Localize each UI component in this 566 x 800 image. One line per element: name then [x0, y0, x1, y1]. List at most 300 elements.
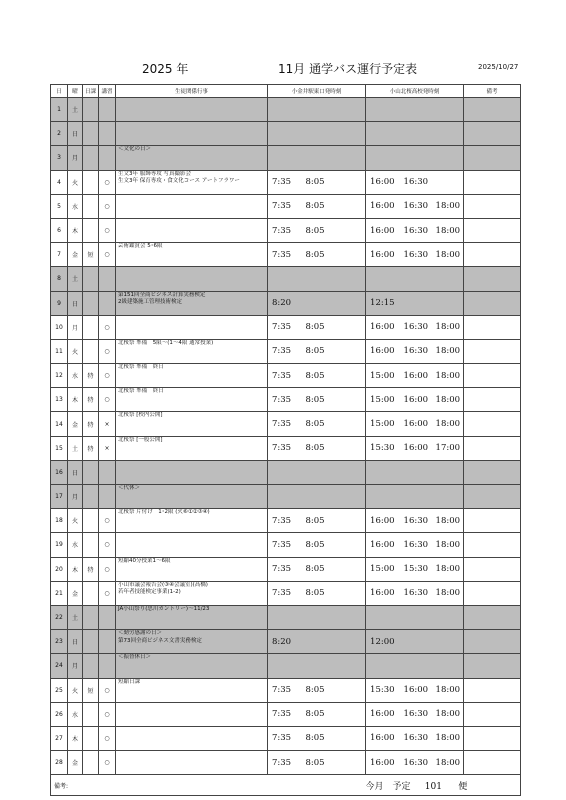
route2-time-cell — [366, 460, 400, 484]
notes-cell — [464, 702, 521, 726]
page-title: 11月 通学バス運行予定表 — [278, 62, 418, 76]
events-cell — [116, 218, 268, 242]
route2-time-cell: 16:00 — [366, 581, 400, 605]
class-cell: 短 — [83, 678, 99, 702]
notes-cell — [464, 605, 521, 629]
club-cell: ○ — [99, 388, 116, 412]
col-route1: 小金井駅東口発時刻 — [268, 85, 366, 98]
class-cell — [83, 339, 99, 363]
route1-time-cell: 8:05 — [302, 436, 334, 460]
route2-time-cell: 12:15 — [366, 291, 400, 315]
events-cell — [116, 388, 268, 412]
route1-time-cell — [334, 122, 366, 146]
col-club: 講習 — [99, 85, 116, 98]
notes-cell — [464, 726, 521, 750]
route1-time-cell: 8:05 — [302, 194, 334, 218]
day-cell: 9 — [51, 291, 68, 315]
route1-time-cell — [334, 533, 366, 557]
class-cell — [83, 726, 99, 750]
route2-time-cell — [432, 122, 464, 146]
class-cell — [83, 751, 99, 775]
events-cell — [116, 751, 268, 775]
route1-time-cell — [334, 98, 366, 122]
route1-time-cell — [268, 122, 302, 146]
club-cell: × — [99, 412, 116, 436]
route1-time-cell — [334, 243, 366, 267]
notes-cell — [464, 557, 521, 581]
class-cell — [83, 485, 99, 509]
event-line: 若年者技能検定事業(1-2) — [118, 589, 181, 596]
route2-time-cell: 15:00 — [366, 364, 400, 388]
events-cell — [116, 291, 268, 315]
footer-summary-label: 今月 予定 — [365, 781, 411, 792]
route1-time-cell: 7:35 — [268, 412, 302, 436]
route1-time-cell — [302, 460, 334, 484]
class-cell — [83, 654, 99, 678]
route2-time-cell: 16:30 — [400, 581, 432, 605]
route2-time-cell: 16:00 — [366, 702, 400, 726]
route2-time-cell — [432, 291, 464, 315]
event-line: 北桜祭 準備 終日 — [118, 388, 164, 395]
route2-time-cell: 15:00 — [366, 557, 400, 581]
route1-time-cell: 7:35 — [268, 581, 302, 605]
table-row — [51, 751, 521, 775]
class-cell — [83, 460, 99, 484]
club-cell: ○ — [99, 315, 116, 339]
route2-time-cell — [366, 122, 400, 146]
weekday-cell: 金 — [68, 243, 83, 267]
year-label: 2025 年 — [142, 62, 189, 76]
events-cell — [116, 460, 268, 484]
route2-time-cell: 18:00 — [432, 315, 464, 339]
class-cell: 特 — [83, 388, 99, 412]
route1-time-cell: 7:35 — [268, 678, 302, 702]
events-cell — [116, 122, 268, 146]
events-cell — [116, 170, 268, 194]
notes-cell — [464, 146, 521, 170]
notes-cell — [464, 339, 521, 363]
table-row — [51, 194, 521, 218]
table-row — [51, 605, 521, 629]
route1-time-cell: 7:35 — [268, 702, 302, 726]
table-row — [51, 485, 521, 509]
route2-time-cell: 15:00 — [366, 388, 400, 412]
notes-cell — [464, 122, 521, 146]
weekday-cell: 木 — [68, 726, 83, 750]
footer-count: 101 — [424, 781, 442, 792]
route2-time-cell: 16:30 — [400, 315, 432, 339]
table-row — [51, 557, 521, 581]
route1-time-cell — [334, 630, 366, 654]
route2-time-cell: 16:00 — [366, 726, 400, 750]
route1-time-cell: 7:35 — [268, 436, 302, 460]
event-line: 生文3年 保育専攻・食文化コース アートフラワー — [118, 178, 240, 185]
route2-time-cell: 16:30 — [400, 751, 432, 775]
route1-time-cell — [334, 726, 366, 750]
route1-time-cell — [334, 267, 366, 291]
class-cell — [83, 315, 99, 339]
day-cell: 22 — [51, 605, 68, 629]
class-cell — [83, 702, 99, 726]
class-cell — [83, 605, 99, 629]
class-cell — [83, 122, 99, 146]
col-route2: 小山北桜高校発時刻 — [366, 85, 464, 98]
table-row — [51, 436, 521, 460]
table-row — [51, 630, 521, 654]
events-cell — [116, 702, 268, 726]
route2-time-cell: 15:30 — [366, 678, 400, 702]
table-row — [51, 98, 521, 122]
route2-time-cell: 16:30 — [400, 243, 432, 267]
notes-cell — [464, 388, 521, 412]
event-line: 第73回全商ビジネス文書実務検定 — [118, 637, 202, 644]
club-cell: ○ — [99, 243, 116, 267]
weekday-cell: 金 — [68, 581, 83, 605]
events-cell — [116, 485, 268, 509]
club-cell — [99, 485, 116, 509]
club-cell: ○ — [99, 194, 116, 218]
table-row — [51, 170, 521, 194]
route2-time-cell — [366, 267, 400, 291]
route2-time-cell: 16:30 — [400, 702, 432, 726]
route1-time-cell: 8:05 — [302, 751, 334, 775]
route2-time-cell: 16:00 — [400, 678, 432, 702]
issue-date: 2025/10/27 — [478, 63, 519, 71]
weekday-cell: 水 — [68, 533, 83, 557]
route1-time-cell: 8:05 — [302, 509, 334, 533]
events-cell — [116, 436, 268, 460]
event-line: 北桜祭 [一般公開] — [118, 436, 163, 443]
class-cell — [83, 146, 99, 170]
route2-time-cell: 16:00 — [366, 218, 400, 242]
event-line: 短縮40分授業1～6限 — [118, 557, 171, 564]
table-row — [51, 122, 521, 146]
club-cell — [99, 460, 116, 484]
route1-time-cell — [268, 654, 302, 678]
weekday-cell: 月 — [68, 654, 83, 678]
weekday-cell: 金 — [68, 412, 83, 436]
club-cell: ○ — [99, 726, 116, 750]
footer-summary — [366, 775, 521, 796]
route2-time-cell — [400, 605, 432, 629]
route2-time-cell: 16:30 — [400, 726, 432, 750]
club-cell: ○ — [99, 364, 116, 388]
table-row — [51, 412, 521, 436]
route1-time-cell — [334, 194, 366, 218]
route2-time-cell: 18:00 — [432, 339, 464, 363]
route1-time-cell — [334, 436, 366, 460]
table-row — [51, 267, 521, 291]
bus-schedule-table — [50, 84, 521, 796]
class-cell — [83, 509, 99, 533]
col-notes: 備考 — [464, 85, 521, 98]
route2-time-cell: 15:30 — [400, 557, 432, 581]
day-cell: 7 — [51, 243, 68, 267]
day-cell: 11 — [51, 339, 68, 363]
route1-time-cell — [334, 460, 366, 484]
route2-time-cell: 18:00 — [432, 726, 464, 750]
route1-time-cell — [334, 388, 366, 412]
club-cell — [99, 267, 116, 291]
club-cell: ○ — [99, 218, 116, 242]
weekday-cell: 金 — [68, 751, 83, 775]
route2-time-cell: 16:00 — [366, 509, 400, 533]
events-cell — [116, 315, 268, 339]
table-row — [51, 509, 521, 533]
events-cell — [116, 726, 268, 750]
route1-time-cell: 8:20 — [268, 630, 302, 654]
notes-cell — [464, 581, 521, 605]
events-cell — [116, 678, 268, 702]
route1-time-cell — [302, 630, 334, 654]
day-cell: 20 — [51, 557, 68, 581]
route1-time-cell — [302, 291, 334, 315]
table-row — [51, 702, 521, 726]
route2-time-cell: 18:00 — [432, 533, 464, 557]
notes-cell — [464, 412, 521, 436]
club-cell: ○ — [99, 581, 116, 605]
table-header-row — [51, 85, 521, 98]
event-line: ＜勤労感謝の日＞ — [118, 630, 163, 637]
route1-time-cell: 8:05 — [302, 315, 334, 339]
table-row — [51, 364, 521, 388]
class-cell — [83, 98, 99, 122]
route1-time-cell — [334, 364, 366, 388]
day-cell: 28 — [51, 751, 68, 775]
weekday-cell: 月 — [68, 146, 83, 170]
table-row — [51, 218, 521, 242]
table-row — [51, 581, 521, 605]
route1-time-cell — [302, 267, 334, 291]
route1-time-cell: 8:05 — [302, 388, 334, 412]
route1-time-cell — [268, 267, 302, 291]
club-cell: × — [99, 436, 116, 460]
notes-cell — [464, 460, 521, 484]
weekday-cell: 木 — [68, 557, 83, 581]
table-row — [51, 146, 521, 170]
event-line: ＜振替休日＞ — [118, 654, 152, 661]
col-weekday: 曜 — [68, 85, 83, 98]
club-cell — [99, 654, 116, 678]
event-line: ＜代休＞ — [118, 485, 141, 491]
route1-time-cell: 8:05 — [302, 339, 334, 363]
day-cell: 3 — [51, 146, 68, 170]
route2-time-cell — [366, 654, 400, 678]
event-line: 生文3年 服飾専攻 写真撮影会 — [118, 170, 191, 177]
notes-cell — [464, 315, 521, 339]
route2-time-cell — [400, 291, 432, 315]
weekday-cell: 日 — [68, 630, 83, 654]
club-cell — [99, 146, 116, 170]
class-cell — [83, 267, 99, 291]
route1-time-cell — [334, 170, 366, 194]
weekday-cell: 月 — [68, 485, 83, 509]
route2-time-cell: 16:30 — [400, 194, 432, 218]
route1-time-cell: 8:05 — [302, 581, 334, 605]
route2-time-cell — [432, 98, 464, 122]
route2-time-cell: 18:00 — [432, 751, 464, 775]
club-cell — [99, 122, 116, 146]
table-row — [51, 654, 521, 678]
route2-time-cell: 16:30 — [400, 170, 432, 194]
footer-unit: 便 — [458, 781, 468, 792]
events-cell — [116, 533, 268, 557]
events-cell — [116, 630, 268, 654]
class-cell — [83, 533, 99, 557]
weekday-cell: 月 — [68, 315, 83, 339]
club-cell: ○ — [99, 557, 116, 581]
events-cell — [116, 243, 268, 267]
events-cell — [116, 509, 268, 533]
events-cell — [116, 364, 268, 388]
table-row — [51, 315, 521, 339]
event-line: 北桜祭 片付け 1･2限 (火⑥①②③④) — [118, 509, 210, 516]
weekday-cell: 火 — [68, 339, 83, 363]
route1-time-cell: 8:05 — [302, 702, 334, 726]
route2-time-cell: 18:00 — [432, 412, 464, 436]
route1-time-cell — [334, 146, 366, 170]
route2-time-cell: 16:00 — [400, 436, 432, 460]
route1-time-cell — [302, 122, 334, 146]
notes-cell — [464, 533, 521, 557]
weekday-cell: 火 — [68, 678, 83, 702]
weekday-cell: 水 — [68, 702, 83, 726]
day-cell: 15 — [51, 436, 68, 460]
route1-time-cell — [334, 412, 366, 436]
route1-time-cell: 7:35 — [268, 170, 302, 194]
notes-cell — [464, 485, 521, 509]
class-cell — [83, 630, 99, 654]
route2-time-cell — [432, 267, 464, 291]
notes-cell — [464, 170, 521, 194]
notes-cell — [464, 267, 521, 291]
route2-time-cell: 16:00 — [366, 170, 400, 194]
route1-time-cell: 7:35 — [268, 509, 302, 533]
day-cell: 21 — [51, 581, 68, 605]
club-cell: ○ — [99, 702, 116, 726]
route1-time-cell — [268, 485, 302, 509]
route2-time-cell — [400, 98, 432, 122]
notes-cell — [464, 751, 521, 775]
day-cell: 6 — [51, 218, 68, 242]
route2-time-cell — [432, 146, 464, 170]
route2-time-cell: 16:00 — [400, 364, 432, 388]
event-line: 北桜祭 準備 5限～(1～4限 通常授業) — [118, 339, 214, 346]
event-line: 小山市議会報告会(③④会議室)(高橋) — [118, 581, 208, 588]
route1-time-cell — [334, 315, 366, 339]
club-cell — [99, 291, 116, 315]
day-cell: 26 — [51, 702, 68, 726]
notes-cell — [464, 243, 521, 267]
route2-time-cell: 16:30 — [400, 218, 432, 242]
notes-cell — [464, 436, 521, 460]
day-cell: 1 — [51, 98, 68, 122]
route2-time-cell — [400, 654, 432, 678]
table-row — [51, 339, 521, 363]
day-cell: 5 — [51, 194, 68, 218]
route1-time-cell: 8:05 — [302, 678, 334, 702]
class-cell: 特 — [83, 436, 99, 460]
route1-time-cell: 7:35 — [268, 218, 302, 242]
route2-time-cell: 16:30 — [400, 339, 432, 363]
club-cell: ○ — [99, 339, 116, 363]
class-cell — [83, 218, 99, 242]
route1-time-cell — [268, 98, 302, 122]
table-row — [51, 243, 521, 267]
route1-time-cell: 8:05 — [302, 726, 334, 750]
events-cell — [116, 605, 268, 629]
route1-time-cell: 8:20 — [268, 291, 302, 315]
notes-cell — [464, 364, 521, 388]
route1-time-cell — [334, 605, 366, 629]
day-cell: 16 — [51, 460, 68, 484]
route2-time-cell — [432, 460, 464, 484]
route1-time-cell: 8:05 — [302, 218, 334, 242]
events-cell — [116, 557, 268, 581]
route2-time-cell: 16:00 — [400, 412, 432, 436]
route1-time-cell — [302, 146, 334, 170]
weekday-cell: 日 — [68, 460, 83, 484]
notes-cell — [464, 630, 521, 654]
weekday-cell: 土 — [68, 436, 83, 460]
day-cell: 18 — [51, 509, 68, 533]
route2-time-cell: 18:00 — [432, 581, 464, 605]
club-cell: ○ — [99, 751, 116, 775]
notes-cell — [464, 509, 521, 533]
event-line: JA小山祭り(思川カントリー)～11/23 — [118, 605, 210, 612]
notes-cell — [464, 291, 521, 315]
route1-time-cell — [334, 702, 366, 726]
route2-time-cell: 18:00 — [432, 218, 464, 242]
route2-time-cell: 16:00 — [366, 533, 400, 557]
route2-time-cell: 18:00 — [432, 509, 464, 533]
class-cell — [83, 581, 99, 605]
route1-time-cell: 7:35 — [268, 315, 302, 339]
class-cell — [83, 194, 99, 218]
day-cell: 27 — [51, 726, 68, 750]
day-cell: 19 — [51, 533, 68, 557]
day-cell: 2 — [51, 122, 68, 146]
table-row — [51, 388, 521, 412]
club-cell: ○ — [99, 533, 116, 557]
route2-time-cell: 17:00 — [432, 436, 464, 460]
day-cell: 25 — [51, 678, 68, 702]
route2-time-cell — [400, 460, 432, 484]
notes-cell — [464, 194, 521, 218]
route1-time-cell: 8:05 — [302, 243, 334, 267]
footer-row — [51, 775, 521, 796]
route2-time-cell: 18:00 — [432, 702, 464, 726]
route1-time-cell: 7:35 — [268, 194, 302, 218]
route1-time-cell: 8:05 — [302, 170, 334, 194]
route2-time-cell: 18:00 — [432, 243, 464, 267]
route2-time-cell — [366, 485, 400, 509]
route2-time-cell — [432, 654, 464, 678]
day-cell: 14 — [51, 412, 68, 436]
class-cell — [83, 170, 99, 194]
weekday-cell: 水 — [68, 364, 83, 388]
route2-time-cell: 18:00 — [432, 364, 464, 388]
route1-time-cell — [302, 485, 334, 509]
weekday-cell: 木 — [68, 218, 83, 242]
table-row — [51, 460, 521, 484]
route2-time-cell — [400, 122, 432, 146]
weekday-cell: 日 — [68, 291, 83, 315]
day-cell: 17 — [51, 485, 68, 509]
route1-time-cell: 7:35 — [268, 364, 302, 388]
club-cell — [99, 630, 116, 654]
class-cell: 特 — [83, 557, 99, 581]
